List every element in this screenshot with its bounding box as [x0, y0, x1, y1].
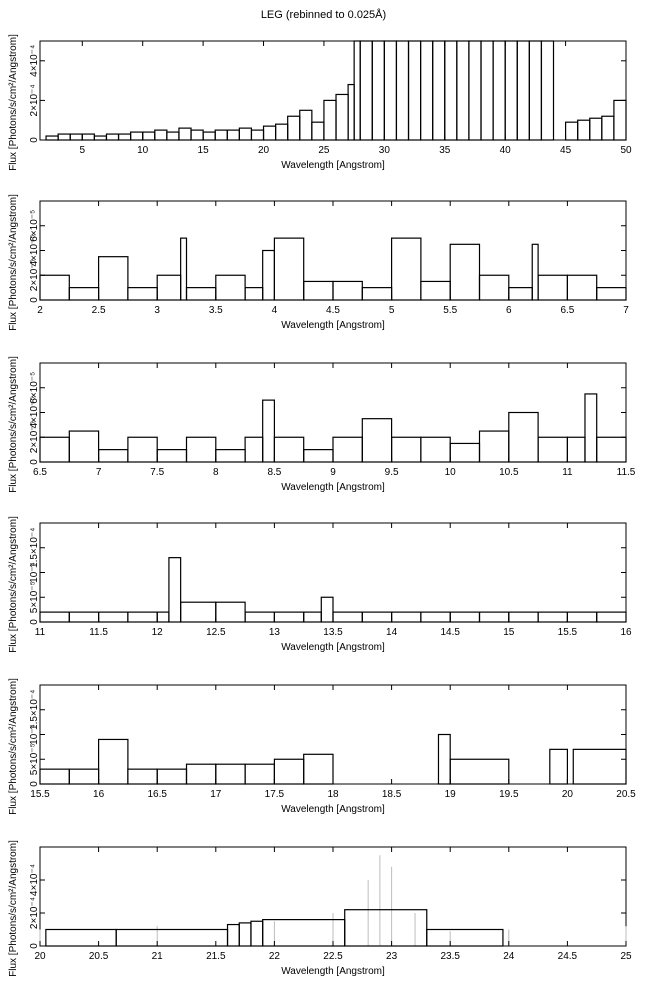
histogram-bin [263, 400, 275, 462]
x-tick-label: 14.5 [440, 627, 460, 638]
histogram-bin [157, 612, 169, 622]
histogram-bin [567, 437, 585, 462]
histogram-bin [480, 275, 509, 300]
histogram-bin [69, 769, 98, 784]
panel-4 [8, 516, 632, 653]
histogram-bin [69, 612, 98, 622]
histogram-bin [300, 110, 312, 140]
y-tick-label: 0 [29, 619, 40, 625]
histogram-bin [251, 921, 263, 946]
histogram-bin [360, 41, 372, 140]
histogram-bin [119, 134, 131, 140]
histogram-bin [99, 612, 128, 622]
x-tick-label: 11 [34, 627, 46, 638]
x-tick-label: 16.5 [147, 789, 167, 800]
y-tick-label: 0 [29, 137, 40, 143]
histogram-bin [597, 288, 626, 300]
histogram-bin [216, 764, 245, 784]
y-tick-label: 2×10⁻⁵ [29, 259, 40, 292]
x-tick-label: 11 [562, 467, 573, 478]
histogram-bin [155, 130, 167, 140]
y-tick-label: 1.5×10⁻⁴ [29, 689, 40, 730]
histogram-bin [421, 41, 433, 140]
histogram-bin [46, 136, 58, 140]
x-axis-label: Wavelength [Angstrom] [281, 966, 385, 977]
y-tick-label: 4×10⁻⁵ [29, 234, 40, 267]
histogram-bin [433, 41, 445, 140]
histogram-bin [421, 437, 450, 462]
histogram-bin [362, 288, 391, 300]
histogram-bin [529, 41, 541, 140]
x-tick-label: 12 [151, 627, 163, 638]
x-tick-label: 16 [620, 627, 632, 638]
y-tick-label: 0 [29, 297, 40, 303]
histogram-bin [94, 136, 106, 140]
y-axis-label: Flux [Photons/s/cm²/Angstrom] [8, 356, 19, 493]
histogram-bin [333, 612, 362, 622]
histogram-bin [348, 85, 354, 140]
x-tick-label: 15 [503, 627, 515, 638]
histogram-bin [264, 126, 276, 140]
y-tick-label: 4×10⁻⁴ [29, 863, 40, 897]
x-tick-label: 22.5 [323, 951, 343, 962]
histogram-bin [509, 612, 538, 622]
x-tick-label: 5 [79, 145, 86, 156]
histogram-bin [392, 437, 421, 462]
x-tick-label: 6.5 [560, 305, 575, 316]
histogram-bin [99, 450, 128, 462]
y-tick-label: 0 [29, 459, 40, 465]
x-tick-label: 10 [137, 145, 149, 156]
histogram-bin [597, 612, 626, 622]
histogram-bin [450, 759, 509, 784]
histogram-bin [324, 100, 336, 140]
histogram-bin [70, 134, 82, 140]
histogram-bin [421, 281, 450, 300]
y-tick-label: 0 [29, 943, 40, 949]
histogram-bin [567, 275, 596, 300]
x-tick-label: 3.5 [208, 305, 223, 316]
x-tick-label: 19 [444, 789, 456, 800]
histogram-bin [336, 94, 348, 140]
histogram-bin [157, 769, 186, 784]
histogram-bin [227, 130, 239, 140]
panel-3 [8, 356, 636, 493]
histogram-bin [263, 920, 345, 946]
histogram-bin [245, 437, 263, 462]
histogram-bin [345, 910, 427, 946]
y-axis-label: Flux [Photons/s/cm²/Angstrom] [8, 678, 19, 815]
histogram-bin [40, 769, 69, 784]
histogram-bin [469, 41, 481, 140]
x-tick-label: 9.5 [384, 467, 399, 478]
histogram-bin [541, 41, 553, 140]
x-tick-label: 10 [444, 467, 456, 478]
histogram-bin [143, 132, 155, 140]
x-tick-label: 7 [623, 305, 629, 316]
histogram-bin [40, 612, 69, 622]
histogram-bin [274, 437, 303, 462]
y-axis-label: Flux [Photons/s/cm²/Angstrom] [8, 840, 19, 977]
x-tick-label: 24.5 [557, 951, 578, 962]
histogram-bin [614, 100, 626, 140]
x-tick-label: 18 [327, 789, 339, 800]
histogram-bin [509, 413, 538, 463]
panel-1 [8, 34, 632, 171]
histogram-bin [46, 930, 116, 947]
histogram-bin [274, 612, 303, 622]
x-tick-label: 12.5 [206, 627, 226, 638]
histogram-bin [274, 238, 303, 300]
y-tick-label: 5×10⁻⁵ [29, 581, 40, 614]
histogram-bin [427, 930, 503, 947]
histogram-bin [505, 41, 517, 140]
histogram-bin [538, 612, 567, 622]
histogram-bin [362, 612, 391, 622]
histogram-bin [216, 602, 245, 622]
histogram-bin [99, 739, 128, 784]
histogram-bin [245, 764, 274, 784]
x-tick-label: 2.5 [91, 305, 106, 316]
histogram-bin [169, 558, 181, 622]
x-tick-label: 40 [499, 145, 511, 156]
histogram-bin [215, 130, 227, 140]
x-tick-label: 21 [151, 951, 163, 962]
x-tick-label: 3 [154, 305, 160, 316]
x-tick-label: 10.5 [499, 467, 519, 478]
y-axis-label: Flux [Photons/s/cm²/Angstrom] [8, 34, 19, 171]
histogram-bin [445, 41, 457, 140]
x-tick-label: 8.5 [267, 467, 282, 478]
y-tick-label: 2×10⁻⁴ [29, 84, 40, 117]
histogram-bin [69, 288, 98, 300]
x-axis-label: Wavelength [Angstrom] [281, 482, 385, 493]
x-tick-label: 2 [37, 305, 43, 316]
x-tick-label: 35 [439, 145, 451, 156]
histogram-bin [481, 41, 493, 140]
x-tick-label: 30 [378, 145, 390, 156]
x-tick-label: 5 [388, 305, 395, 316]
histogram-bin [157, 450, 186, 462]
x-tick-label: 50 [620, 145, 632, 156]
x-tick-label: 11.5 [616, 467, 636, 478]
histogram-bin [566, 122, 578, 140]
x-axis-label: Wavelength [Angstrom] [281, 160, 385, 171]
y-tick-label: 6×10⁻⁵ [29, 371, 40, 404]
x-tick-label: 7 [95, 467, 102, 478]
histogram-bin [457, 41, 469, 140]
histogram-bin [517, 41, 529, 140]
x-tick-label: 23.5 [440, 951, 460, 962]
x-tick-label: 5.5 [443, 305, 458, 316]
histogram-bin [128, 288, 157, 300]
histogram-bin [58, 134, 70, 140]
histogram-bin [288, 116, 300, 140]
histogram-bin [276, 124, 288, 140]
panel-5 [8, 678, 636, 815]
histogram-bin [450, 443, 479, 462]
x-tick-label: 25 [620, 951, 632, 962]
histogram-bin [128, 769, 157, 784]
histogram-bin [157, 275, 180, 300]
histogram-bin [392, 238, 421, 300]
histogram-bin [179, 128, 191, 140]
histogram-bin [532, 244, 538, 300]
histogram-bin [116, 930, 227, 947]
histogram-bin [509, 288, 532, 300]
histogram-bin [304, 754, 333, 784]
histogram-bin [362, 419, 391, 462]
histogram-bin [187, 764, 216, 784]
x-tick-label: 20 [34, 951, 46, 962]
x-tick-label: 24 [503, 951, 515, 962]
y-tick-label: 5×10⁻⁵ [29, 743, 40, 776]
y-tick-label: 10⁻⁴ [29, 724, 40, 745]
histogram-bin [187, 437, 216, 462]
x-tick-label: 20 [561, 789, 573, 800]
histogram-bin [396, 41, 408, 140]
histogram-bin [82, 134, 94, 140]
y-axis-label: Flux [Photons/s/cm²/Angstrom] [8, 516, 19, 653]
histogram-bin [128, 437, 157, 462]
histogram-bin [167, 132, 179, 140]
histogram-bin [251, 130, 263, 140]
x-tick-label: 20.5 [88, 951, 109, 962]
panel-2 [8, 194, 629, 331]
histogram-bin [480, 612, 509, 622]
histogram-bin [228, 925, 240, 946]
histogram-bin [333, 437, 362, 462]
histogram-bin [585, 394, 597, 462]
histogram-bin [538, 275, 567, 300]
histogram-bin [567, 612, 596, 622]
x-axis-label: Wavelength [Angstrom] [281, 320, 385, 331]
histogram-bin [602, 116, 614, 140]
histogram-bin [245, 288, 263, 300]
histogram-bin [421, 612, 450, 622]
histogram-bin [493, 41, 505, 140]
x-tick-label: 23 [386, 951, 398, 962]
y-tick-label: 4×10⁻⁵ [29, 396, 40, 429]
histogram-bin [409, 41, 421, 140]
x-tick-label: 6 [506, 305, 512, 316]
histogram-bin [131, 132, 143, 140]
histogram-bin [99, 257, 128, 300]
x-tick-label: 20 [257, 145, 270, 156]
y-tick-label: 1.5×10⁻⁴ [29, 527, 40, 568]
histogram-bin [392, 612, 421, 622]
histogram-bin [304, 450, 333, 462]
x-tick-label: 25 [318, 145, 330, 156]
x-tick-label: 20.5 [616, 789, 636, 800]
x-tick-label: 17 [210, 789, 222, 800]
y-tick-label: 4×10⁻⁴ [29, 44, 40, 77]
y-tick-label: 2×10⁻⁴ [29, 896, 40, 930]
x-tick-label: 13.5 [323, 627, 343, 638]
histogram-bin [321, 597, 333, 622]
histogram-bin [128, 612, 157, 622]
histogram-bin [354, 41, 360, 140]
histogram-bin [181, 238, 187, 300]
histogram-bin [578, 120, 590, 140]
histogram-bin [550, 749, 568, 784]
histogram-bin [450, 612, 479, 622]
x-tick-label: 15.5 [557, 627, 578, 638]
x-tick-label: 45 [560, 145, 572, 156]
histogram-bin [372, 41, 384, 140]
x-tick-label: 15.5 [30, 789, 50, 800]
histogram-bin [274, 759, 303, 784]
x-tick-label: 9 [330, 467, 336, 478]
histogram-bin [333, 281, 362, 300]
x-axis-label: Wavelength [Angstrom] [281, 804, 385, 815]
x-tick-label: 18.5 [381, 789, 402, 800]
x-tick-label: 7.5 [150, 467, 165, 478]
histogram-bin [384, 41, 396, 140]
x-tick-label: 19.5 [499, 789, 519, 800]
plot-frame [40, 41, 626, 140]
y-tick-label: 2×10⁻⁵ [29, 421, 40, 454]
histogram-bin [312, 122, 324, 140]
histogram-bin [216, 275, 245, 300]
histogram-bin [590, 118, 602, 140]
histogram-bin [480, 431, 509, 462]
histogram-bin [181, 602, 216, 622]
x-tick-label: 6.5 [33, 467, 47, 478]
histogram-bin [191, 130, 203, 140]
x-tick-label: 4.5 [326, 305, 340, 316]
histogram-bin [538, 437, 567, 462]
x-tick-label: 16 [93, 789, 105, 800]
histogram-bin [216, 450, 245, 462]
histogram-bin [573, 749, 626, 784]
x-tick-label: 8 [213, 467, 219, 478]
histogram-bin [40, 275, 69, 300]
histogram-bin [263, 251, 275, 301]
histogram-bin [245, 612, 274, 622]
chart-title: LEG (rebinned to 0.025Å) [260, 9, 387, 21]
x-tick-label: 21.5 [206, 951, 226, 962]
x-tick-label: 15 [197, 145, 209, 156]
x-tick-label: 13 [268, 627, 280, 638]
x-tick-label: 11.5 [89, 627, 108, 638]
histogram-bin [106, 134, 118, 140]
y-tick-label: 0 [29, 781, 40, 787]
histogram-bin [239, 128, 251, 140]
x-axis-label: Wavelength [Angstrom] [281, 642, 385, 653]
y-tick-label: 6×10⁻⁵ [29, 209, 40, 242]
histogram-bin [239, 923, 251, 946]
histogram-bin [187, 288, 216, 300]
x-tick-label: 17.5 [264, 789, 285, 800]
x-tick-label: 22 [268, 951, 280, 962]
histogram-bin [304, 281, 333, 300]
panel-6 [8, 840, 632, 977]
histogram-bin [69, 431, 98, 462]
histogram-bin [203, 132, 215, 140]
histogram-bin [304, 612, 322, 622]
histogram-bin [597, 437, 626, 462]
y-tick-label: 10⁻⁴ [29, 562, 40, 583]
x-tick-label: 14 [386, 627, 398, 638]
histogram-bin [450, 244, 479, 300]
histogram-bin [40, 437, 69, 462]
histogram-bin [438, 735, 450, 785]
x-tick-label: 4 [271, 305, 278, 316]
y-axis-label: Flux [Photons/s/cm²/Angstrom] [8, 194, 19, 331]
